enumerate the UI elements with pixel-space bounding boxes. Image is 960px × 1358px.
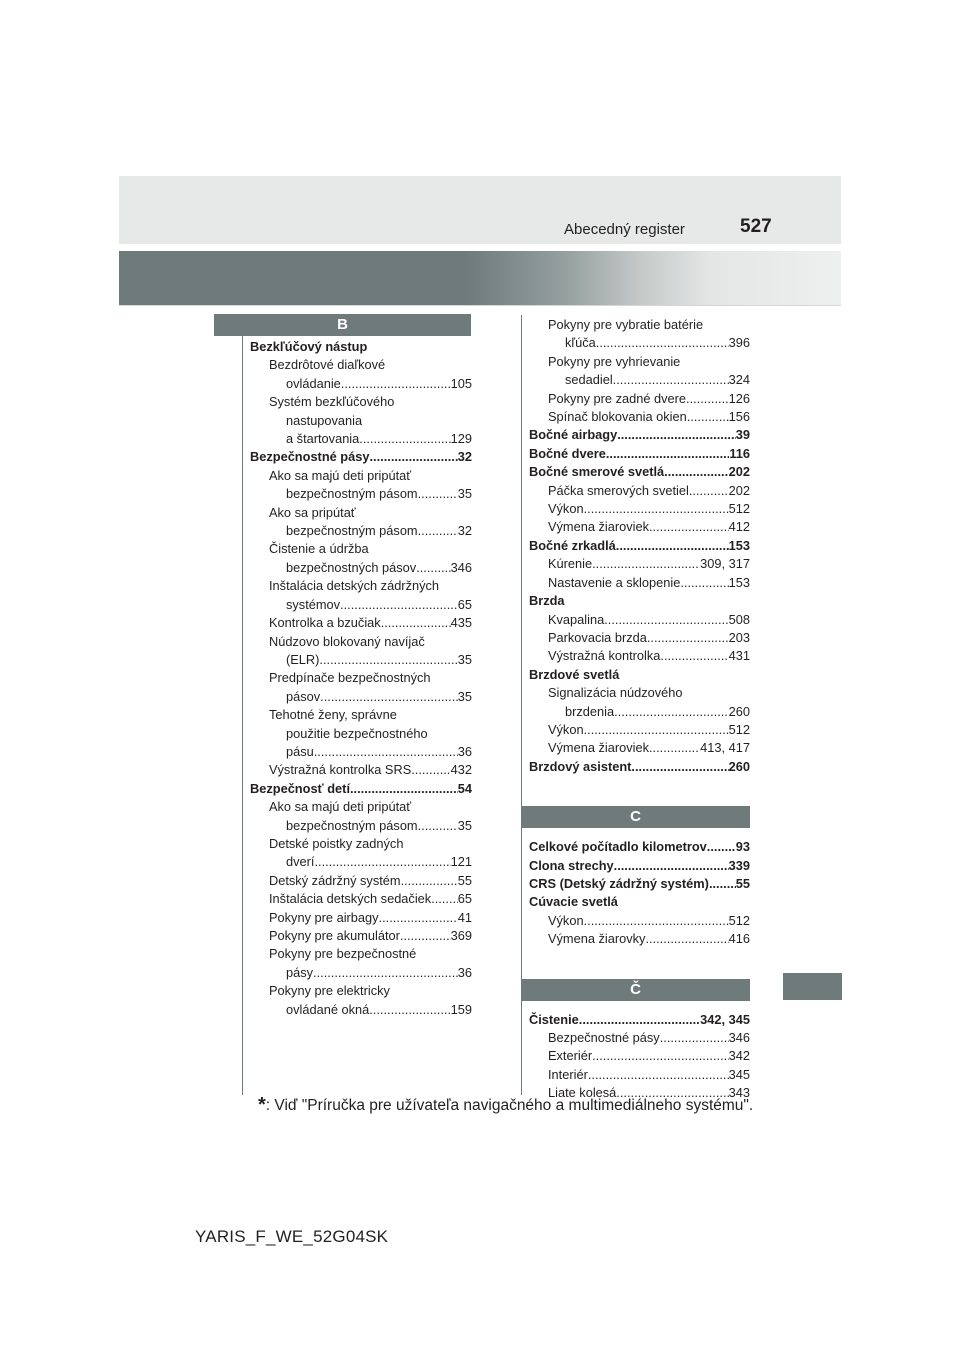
entry-page-ref[interactable]: 36 bbox=[457, 964, 472, 980]
entry-term: pásov bbox=[286, 688, 321, 704]
entry-page-ref[interactable]: 35 bbox=[457, 486, 472, 502]
entry-term: brzdenia bbox=[565, 703, 615, 719]
dot-leader bbox=[606, 445, 730, 463]
entry-term: Spínač blokovania okien bbox=[548, 409, 687, 425]
dot-leader bbox=[313, 964, 458, 982]
entry-term: Interiér bbox=[548, 1066, 588, 1082]
entry-page-ref[interactable]: 431 bbox=[728, 648, 750, 664]
spacer bbox=[529, 949, 750, 979]
entry-term: Kontrolka a bzučiak bbox=[269, 615, 381, 631]
entry-page-ref[interactable]: 39 bbox=[735, 427, 750, 443]
entry-page-ref[interactable]: 65 bbox=[457, 891, 472, 907]
entry-term: Celkové počítadlo kilometrov bbox=[529, 839, 707, 855]
entry-term: Kúrenie bbox=[548, 556, 593, 572]
dot-leader bbox=[579, 1011, 700, 1029]
index-entry-sub bbox=[529, 739, 750, 757]
dot-leader bbox=[596, 334, 729, 352]
index-entry-sub bbox=[529, 500, 750, 518]
index-column-2 bbox=[529, 316, 750, 1103]
index-entry-sub bbox=[529, 574, 750, 592]
entry-page-ref[interactable]: 202 bbox=[728, 482, 750, 498]
index-entry-main bbox=[529, 838, 750, 856]
entry-page-ref[interactable]: 346 bbox=[728, 1030, 750, 1045]
entry-term: Nastavenie a sklopenie bbox=[548, 574, 681, 590]
index-entry-sub bbox=[250, 393, 472, 411]
entry-page-ref[interactable]: 65 bbox=[457, 596, 472, 612]
entry-term: CRS (Detský zádržný systém) bbox=[529, 875, 709, 891]
dot-leader bbox=[584, 912, 729, 930]
entry-term: bezpečnostným pásom bbox=[286, 523, 418, 539]
entry-term: Predpínače bezpečnostných bbox=[269, 670, 431, 686]
dot-leader bbox=[707, 838, 736, 856]
index-entry-sub bbox=[250, 1001, 472, 1019]
footnote bbox=[258, 1094, 753, 1117]
index-entry-sub bbox=[250, 853, 472, 871]
entry-term: Parkovacia brzda bbox=[548, 629, 647, 645]
dot-leader bbox=[314, 853, 450, 871]
footnote-star: * bbox=[258, 1094, 266, 1116]
index-entry-sub bbox=[529, 703, 750, 721]
dot-leader bbox=[614, 703, 729, 721]
entry-page-ref[interactable]: 156 bbox=[728, 409, 750, 425]
index-list-c bbox=[529, 838, 750, 948]
entry-term: Páčka smerových svetiel bbox=[548, 482, 689, 498]
entry-page-ref[interactable]: 153 bbox=[728, 537, 750, 553]
entry-page-ref[interactable]: 32 bbox=[457, 523, 472, 539]
dot-leader bbox=[686, 390, 729, 408]
entry-term: Bezpečnosť detí bbox=[250, 780, 350, 796]
entry-page-ref[interactable]: 412 bbox=[728, 519, 750, 535]
dot-leader bbox=[584, 721, 729, 739]
entry-page-ref[interactable]: 93 bbox=[735, 839, 750, 855]
dot-leader bbox=[584, 500, 729, 518]
entry-page-ref[interactable]: 435 bbox=[450, 615, 472, 631]
index-entry-sub bbox=[250, 633, 472, 651]
entry-term: Brzdové svetlá bbox=[529, 666, 620, 682]
index-entry-main bbox=[529, 666, 750, 684]
index-entry-sub bbox=[529, 647, 750, 665]
entry-term: nastupovania bbox=[286, 412, 363, 428]
entry-page-ref[interactable]: 342 bbox=[728, 1048, 750, 1064]
dot-leader bbox=[418, 485, 458, 503]
entry-term: Pokyny pre vybratie batérie bbox=[548, 317, 704, 332]
index-entry-sub bbox=[529, 482, 750, 500]
spacer bbox=[529, 828, 750, 838]
index-entry-sub bbox=[250, 909, 472, 927]
index-entry-sub bbox=[250, 559, 472, 577]
entry-term: Výmena žiaroviek bbox=[548, 740, 649, 756]
page-title: Abecedný register bbox=[564, 221, 685, 238]
index-entry-sub bbox=[250, 798, 472, 816]
entry-page-ref[interactable]: 35 bbox=[457, 651, 472, 667]
index-entry-sub bbox=[250, 982, 472, 1000]
entry-term: Výstražná kontrolka SRS bbox=[269, 762, 412, 778]
dot-leader bbox=[359, 430, 450, 448]
dot-leader bbox=[617, 426, 736, 444]
index-entry-sub bbox=[250, 706, 472, 724]
entry-term: Ako sa pripútať bbox=[269, 504, 356, 520]
entry-page-ref[interactable]: 432 bbox=[450, 762, 472, 778]
index-entry-sub bbox=[529, 390, 750, 408]
entry-term: Systém bezkľúčového bbox=[269, 394, 395, 410]
entry-page-ref[interactable]: 54 bbox=[457, 780, 472, 796]
entry-term: bezpečnostným pásom bbox=[286, 817, 418, 833]
entry-page-ref[interactable]: 416 bbox=[728, 931, 750, 947]
index-entry-sub bbox=[529, 930, 750, 948]
index-entry-sub bbox=[529, 518, 750, 536]
footnote-text: : Viď "Príručka pre užívateľa navigačného a multimediálneho systému". bbox=[265, 1097, 754, 1114]
index-entry-sub bbox=[250, 688, 472, 706]
index-entry-sub bbox=[250, 725, 472, 743]
entry-page-ref[interactable]: 153 bbox=[728, 574, 750, 590]
entry-page-ref[interactable]: 413, 417 bbox=[700, 740, 750, 756]
index-entry-sub bbox=[529, 555, 750, 573]
index-entry-sub bbox=[250, 485, 472, 503]
entry-page-ref[interactable]: 35 bbox=[457, 817, 472, 833]
entry-page-ref[interactable]: 32 bbox=[457, 449, 472, 465]
dot-leader bbox=[350, 780, 458, 798]
spacer bbox=[529, 776, 750, 806]
entry-term: Exteriér bbox=[548, 1048, 593, 1064]
entry-term: Brzdový asistent bbox=[529, 758, 632, 774]
entry-page-ref[interactable]: 512 bbox=[728, 912, 750, 928]
entry-term: pásu bbox=[286, 743, 314, 759]
index-entry-sub bbox=[250, 504, 472, 522]
index-column-1 bbox=[250, 338, 472, 1019]
index-entry-main bbox=[250, 338, 472, 356]
index-entry-main bbox=[529, 537, 750, 555]
entry-term: kľúča bbox=[565, 335, 596, 351]
dot-leader bbox=[649, 518, 729, 536]
dot-leader bbox=[379, 909, 458, 927]
entry-term: Ako sa majú deti pripútať bbox=[269, 799, 412, 815]
entry-term: Bezkľúčový nástup bbox=[250, 339, 368, 354]
index-entry-main bbox=[529, 758, 750, 776]
index-entry-sub bbox=[529, 1066, 750, 1084]
entry-page-ref[interactable]: 105 bbox=[450, 375, 472, 391]
entry-page-ref[interactable]: 260 bbox=[728, 758, 750, 774]
index-entry-sub bbox=[250, 540, 472, 558]
entry-term: Bezpečnostné pásy bbox=[250, 449, 370, 465]
entry-term: a štartovania bbox=[286, 431, 360, 447]
dot-leader bbox=[680, 574, 728, 592]
entry-term: pásy bbox=[286, 964, 314, 980]
index-entry-sub bbox=[250, 375, 472, 393]
entry-page-ref[interactable]: 129 bbox=[450, 431, 472, 447]
entry-term: Výkon bbox=[548, 501, 584, 517]
dot-leader bbox=[400, 927, 451, 945]
entry-term: Inštalácia detských sedačiek bbox=[269, 891, 432, 907]
dot-leader bbox=[418, 522, 458, 540]
entry-page-ref[interactable]: 369 bbox=[450, 928, 472, 943]
entry-page-ref[interactable]: 159 bbox=[450, 1001, 472, 1017]
index-entry-main bbox=[529, 893, 750, 911]
index-entry-sub bbox=[529, 912, 750, 930]
dot-leader bbox=[613, 371, 729, 389]
dot-leader bbox=[592, 1047, 729, 1065]
entry-term: Výmena žiaroviek bbox=[548, 519, 649, 535]
header-gradient-bar bbox=[119, 251, 841, 305]
dot-leader bbox=[689, 482, 729, 500]
entry-page-ref[interactable]: 36 bbox=[457, 743, 472, 759]
index-entry-sub bbox=[529, 611, 750, 629]
entry-term: Brzda bbox=[529, 593, 565, 609]
entry-page-ref[interactable]: 324 bbox=[728, 372, 750, 388]
entry-term: Liate kolesá bbox=[548, 1085, 617, 1101]
entry-page-ref[interactable]: 508 bbox=[728, 611, 750, 627]
dot-leader bbox=[645, 930, 728, 948]
entry-page-ref[interactable]: 339 bbox=[728, 857, 750, 873]
entry-page-ref[interactable]: 116 bbox=[729, 445, 750, 461]
entry-term: Ako sa majú deti pripútať bbox=[269, 467, 412, 483]
dot-leader bbox=[416, 559, 450, 577]
index-entry-main bbox=[529, 1011, 750, 1029]
index-entry-sub bbox=[529, 1029, 750, 1047]
entry-term: Detský zádržný systém bbox=[269, 872, 401, 888]
index-entry-main bbox=[529, 875, 750, 893]
dot-leader bbox=[431, 890, 458, 908]
entry-term: Pokyny pre bezpečnostné bbox=[269, 946, 417, 962]
column-rule-left bbox=[242, 315, 243, 1095]
entry-term: Pokyny pre zadné dvere bbox=[548, 390, 687, 406]
entry-term: Bočné dvere bbox=[529, 445, 606, 461]
index-entry-main bbox=[529, 463, 750, 481]
dot-leader bbox=[320, 688, 458, 706]
entry-page-ref[interactable]: 342, 345 bbox=[700, 1011, 750, 1027]
entry-term: Výmena žiarovky bbox=[548, 931, 646, 947]
entry-term: sedadiel bbox=[565, 372, 613, 388]
entry-term: (ELR) bbox=[286, 651, 320, 667]
entry-term: použitie bezpečnostného bbox=[286, 725, 428, 741]
dot-leader bbox=[381, 614, 451, 632]
dot-leader bbox=[341, 375, 451, 393]
entry-page-ref[interactable]: 343 bbox=[728, 1085, 750, 1101]
section-header-c: C bbox=[521, 806, 750, 828]
index-entry-sub bbox=[250, 467, 472, 485]
entry-page-ref[interactable]: 512 bbox=[728, 501, 750, 517]
dot-leader bbox=[411, 761, 450, 779]
divider bbox=[119, 305, 841, 306]
dot-leader bbox=[314, 743, 458, 761]
dot-leader bbox=[649, 739, 700, 757]
index-entry-sub bbox=[250, 522, 472, 540]
dot-leader bbox=[614, 857, 729, 875]
dot-leader bbox=[687, 408, 729, 426]
index-entry-sub bbox=[529, 353, 750, 371]
entry-term: Bezdrôtové diaľkové bbox=[269, 357, 386, 373]
index-entry-sub bbox=[250, 890, 472, 908]
entry-term: Pokyny pre elektricky bbox=[269, 983, 390, 999]
index-list-cz bbox=[529, 1011, 750, 1103]
entry-page-ref[interactable]: 35 bbox=[457, 688, 472, 704]
entry-page-ref[interactable]: 121 bbox=[450, 854, 472, 870]
dot-leader bbox=[664, 463, 728, 481]
section-header-b: B bbox=[214, 314, 471, 336]
index-entry-sub bbox=[250, 945, 472, 963]
index-entry-sub bbox=[529, 334, 750, 352]
index-entry-main bbox=[529, 857, 750, 875]
entry-term: Cúvacie svetlá bbox=[529, 894, 618, 910]
entry-term: Výkon bbox=[548, 721, 584, 737]
entry-page-ref[interactable]: 55 bbox=[457, 872, 472, 888]
index-entry-main bbox=[529, 592, 750, 610]
thumb-index-tab bbox=[783, 973, 842, 1000]
dot-leader bbox=[588, 1066, 729, 1084]
entry-term: dverí bbox=[286, 854, 315, 870]
index-entry-main bbox=[250, 448, 472, 466]
entry-page-ref[interactable]: 512 bbox=[728, 721, 750, 737]
entry-page-ref[interactable]: 126 bbox=[728, 390, 750, 406]
dot-leader bbox=[369, 1001, 450, 1019]
index-entry-sub bbox=[250, 964, 472, 982]
entry-term: Čistenie bbox=[529, 1011, 579, 1027]
entry-term: Výstražná kontrolka bbox=[548, 648, 661, 664]
entry-term: Bezpečnostné pásy bbox=[548, 1030, 660, 1045]
document-code: YARIS_F_WE_52G04SK bbox=[195, 1227, 389, 1246]
entry-term: systémov bbox=[286, 596, 341, 612]
entry-term: Pokyny pre akumulátor bbox=[269, 928, 400, 943]
index-entry-sub bbox=[529, 684, 750, 702]
index-entry-sub bbox=[250, 669, 472, 687]
header-band bbox=[119, 176, 841, 244]
index-entry-main bbox=[250, 780, 472, 798]
index-entry-sub bbox=[250, 761, 472, 779]
dot-leader bbox=[418, 817, 458, 835]
entry-term: Kvapalina bbox=[548, 611, 605, 627]
entry-term: Clona strechy bbox=[529, 857, 614, 873]
entry-term: Detské poistky zadných bbox=[269, 835, 404, 851]
entry-page-ref[interactable]: 345 bbox=[728, 1066, 750, 1082]
index-entry-sub bbox=[250, 817, 472, 835]
entry-term: ovládanie bbox=[286, 375, 341, 391]
entry-term: Výkon bbox=[548, 912, 584, 928]
dot-leader bbox=[369, 448, 457, 466]
entry-page-ref[interactable]: 55 bbox=[735, 875, 750, 891]
entry-page-ref[interactable]: 396 bbox=[728, 335, 750, 351]
index-entry-sub bbox=[250, 872, 472, 890]
entry-term: bezpečnostných pásov bbox=[286, 559, 417, 575]
dot-leader bbox=[401, 872, 458, 890]
dot-leader bbox=[319, 651, 457, 669]
dot-leader bbox=[660, 647, 728, 665]
section-header-cz: Č bbox=[521, 979, 750, 1001]
index-list-b-cont bbox=[529, 316, 750, 776]
index-entry-main bbox=[529, 445, 750, 463]
entry-term: bezpečnostným pásom bbox=[286, 486, 418, 502]
entry-term: Bočné airbagy bbox=[529, 427, 618, 443]
index-entry-sub bbox=[529, 408, 750, 426]
page-number: 527 bbox=[740, 216, 772, 237]
dot-leader bbox=[604, 611, 728, 629]
dot-leader bbox=[631, 758, 728, 776]
index-entry-sub bbox=[250, 577, 472, 595]
index-entry-sub bbox=[250, 356, 472, 374]
index-entry-main bbox=[529, 426, 750, 444]
entry-page-ref[interactable]: 346 bbox=[450, 559, 472, 575]
entry-page-ref[interactable]: 203 bbox=[728, 629, 750, 645]
dot-leader bbox=[660, 1029, 729, 1047]
entry-term: Núdzovo blokovaný navíjač bbox=[269, 633, 425, 649]
index-entry-sub bbox=[250, 835, 472, 853]
entry-term: Bočné zrkadlá bbox=[529, 537, 616, 553]
index-entry-sub bbox=[529, 371, 750, 389]
dot-leader bbox=[647, 629, 729, 647]
dot-leader bbox=[709, 875, 736, 893]
entry-page-ref[interactable]: 309, 317 bbox=[700, 556, 750, 572]
entry-term: Bočné smerové svetlá bbox=[529, 464, 665, 480]
entry-term: Pokyny pre airbagy bbox=[269, 909, 379, 925]
entry-page-ref[interactable]: 41 bbox=[457, 909, 472, 925]
index-entry-sub bbox=[529, 721, 750, 739]
index-entry-sub bbox=[250, 614, 472, 632]
entry-term: Inštalácia detských zádržných bbox=[269, 578, 439, 594]
index-entry-sub bbox=[250, 430, 472, 448]
entry-page-ref[interactable]: 202 bbox=[728, 464, 750, 480]
index-entry-sub bbox=[250, 651, 472, 669]
index-entry-sub bbox=[529, 316, 750, 334]
index-entry-sub bbox=[529, 629, 750, 647]
dot-leader bbox=[592, 555, 700, 573]
entry-term: ovládané okná bbox=[286, 1001, 370, 1017]
index-entry-sub bbox=[250, 927, 472, 945]
entry-term: Tehotné ženy, správne bbox=[269, 707, 397, 723]
spacer bbox=[529, 1001, 750, 1011]
dot-leader bbox=[340, 596, 458, 614]
dot-leader bbox=[616, 537, 729, 555]
index-entry-sub bbox=[250, 412, 472, 430]
index-entry-sub bbox=[250, 743, 472, 761]
entry-term: Signalizácia núdzového bbox=[548, 685, 683, 701]
entry-page-ref[interactable]: 260 bbox=[728, 703, 750, 719]
entry-term: Čistenie a údržba bbox=[269, 541, 369, 557]
index-entry-sub bbox=[250, 596, 472, 614]
entry-term: Pokyny pre vyhrievanie bbox=[548, 353, 681, 369]
index-entry-sub bbox=[529, 1047, 750, 1065]
